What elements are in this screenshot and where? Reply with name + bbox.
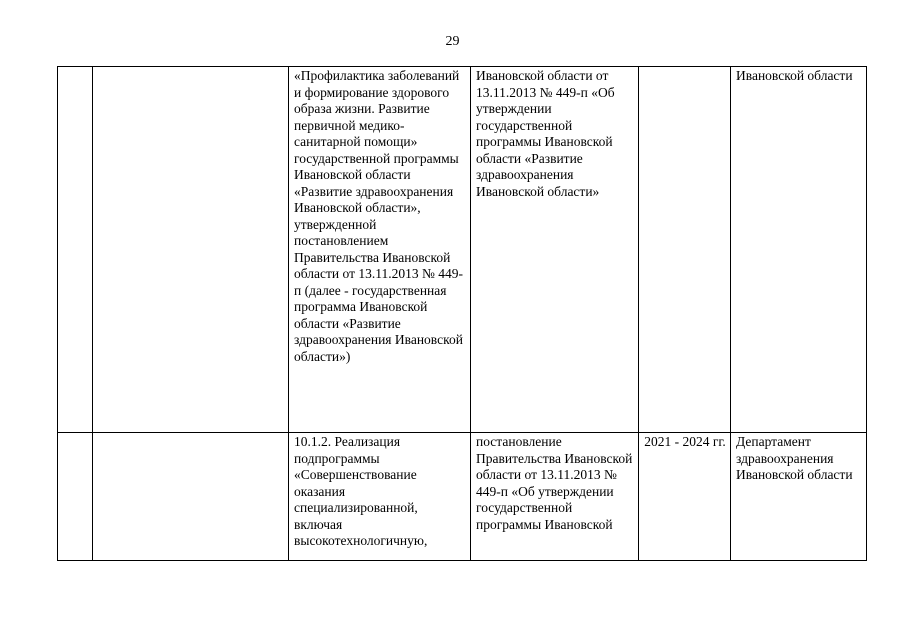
table-cell-responsible: Ивановской области: [731, 67, 867, 433]
table-cell-empty: [93, 433, 289, 561]
table-cell-responsible: [731, 433, 867, 561]
cell-text: [63, 434, 88, 556]
cell-text: 2021 - 2024 гг.: [644, 434, 726, 449]
table-cell-empty: [58, 67, 93, 433]
cell-text: Департамент здравоохранения Ивановской области: [736, 434, 853, 482]
table-cell-empty: [93, 67, 289, 433]
table-cell-period: [639, 67, 731, 433]
table-cell-program-description: «Профилактика заболеваний и формирование здорового образа жизни. Развитие первичной медико-санитарной помощи» государственной программы Ивановской области «Развитие здравоохранения Ивановской области», утвержденной постановлением Правительства Ивановской области от 13.11.2013 № 449-п (далее - государственная программа Ивановской области «Развитие здравоохранения Ивановской области»): [289, 67, 471, 433]
table-row: [58, 433, 867, 561]
table-cell-legal-basis: Ивановской области от 13.11.2013 № 449-п «Об утверждении государственной программы Ивановской области «Развитие здравоохранения Ивановской области»: [471, 67, 639, 433]
table-cell-legal-basis: [471, 433, 639, 561]
cell-text: постановление Правительства Ивановской области от 13.11.2013 № 449-п «Об утверждении государственной программы Ивановской: [476, 434, 633, 532]
document-table: [57, 66, 867, 561]
cell-text: 10.1.2. Реализация подпрограммы «Совершенствование оказания специализированной, включая высокотехнологичную,: [294, 434, 428, 548]
table-row: [58, 67, 867, 433]
table-cell-program-description: [289, 433, 471, 561]
table-cell-period: [639, 433, 731, 561]
page-number: 29: [445, 34, 460, 49]
cell-text: [98, 434, 284, 556]
table-cell-empty: [58, 433, 93, 561]
